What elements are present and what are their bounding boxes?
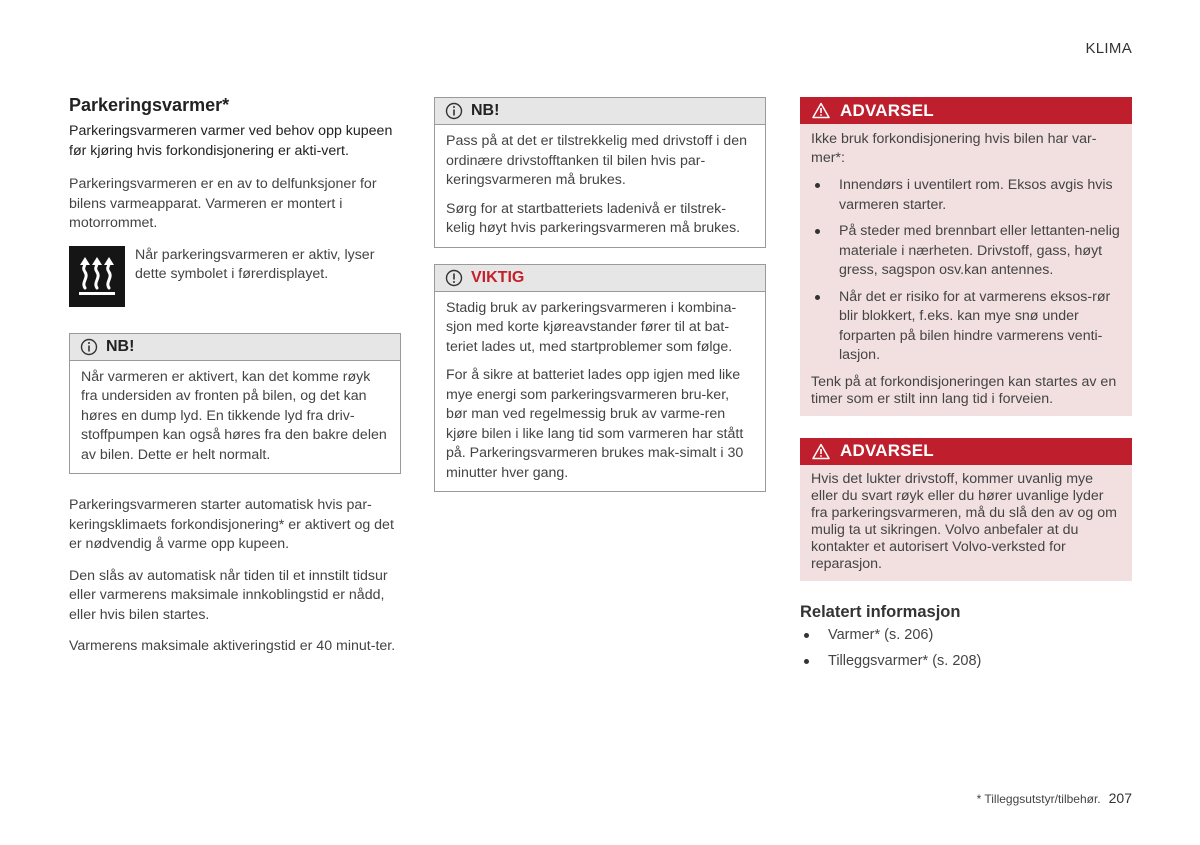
column-left <box>69 95 401 669</box>
nb-note-title-2: NB! <box>471 102 500 119</box>
nb-note-text: Når varmeren er aktivert, kan det komme røyk fra undersiden av fronten på bilen, og det kan høres en dump lyd. En tikkende lyd fra driv-stoffpumpen kan også høres fra den bakre delen av bilen. Dette er helt normalt. <box>81 368 387 463</box>
symbol-row <box>69 246 401 307</box>
warning-header-2 <box>800 438 1132 465</box>
nb-note-header-2 <box>435 98 765 125</box>
related-links <box>800 626 1132 671</box>
viktig-box <box>434 264 766 493</box>
warning-text-2: Hvis det lukter drivstoff, kommer uvanlig mye eller du svart røyk eller du hører uvanlige lyder fra parkeringsvarmeren, må du slå den av og om mulig ta ut sikringen. Volvo anbefaler at du kontakter et autorisert Volvo-verksted for reparasjon. <box>811 470 1117 572</box>
related-link-tilleggsvarmer[interactable]: Tilleggsvarmer* (s. 208) <box>800 652 1132 671</box>
column-middle <box>434 97 766 514</box>
column-right <box>800 97 1132 678</box>
nb-note-box <box>69 333 401 475</box>
related-link-varmer[interactable]: Varmer* (s. 206) <box>800 626 1132 645</box>
exclamation-icon <box>445 269 463 287</box>
nb-note-box-2 <box>434 97 766 248</box>
paragraph-auto-stop: Den slås av automatisk når tiden til et innstilt tidsur eller varmerens maksimale innkoblingstid er nådd, eller hvis bilen startes. <box>69 567 388 623</box>
section-label: KLIMA <box>1085 40 1132 57</box>
intro-paragraph: Parkeringsvarmeren er en av to delfunksjoner for bilens varmeapparat. Varmeren er montert i motorrommet. <box>69 176 377 231</box>
info-icon <box>445 102 463 120</box>
info-icon <box>80 338 98 356</box>
lead-paragraph: Parkeringsvarmeren varmer ved behov opp kupeen før kjøring hvis forkondisjonering er akti-vert. <box>69 123 393 159</box>
page-number: 207 <box>1108 790 1132 806</box>
warning-triangle-icon <box>812 102 830 119</box>
viktig-header <box>435 265 765 292</box>
nb-note-text-fuel: Pass på at det er tilstrekkelig med drivstoff i den ordinære drivstofftanken til bilen hvis par-keringsvarmeren må brukes. <box>446 133 747 188</box>
heater-symbol-icon <box>69 246 125 307</box>
paragraph-auto-start: Parkeringsvarmeren starter automatisk hvis par-keringsklimaets forkondisjonering* er aktivert og det er nødvendig å varme opp kupeen. <box>69 497 394 552</box>
warning-box-2 <box>800 438 1132 581</box>
paragraph-max-time: Varmerens maksimale aktiveringstid er 40 minut-ter. <box>69 638 396 654</box>
symbol-description: Når parkeringsvarmeren er aktiv, lyser dette symbolet i førerdisplayet. <box>135 246 375 282</box>
footer <box>977 790 1132 806</box>
viktig-text-2: For å sikre at batteriet lades opp igjen med like mye energi som parkeringsvarmeren bru-ker, bør man ved regelmessig bruk av varme-ren kjøre bilen i like lang tid som varmeren har stått på. Parkeringsvarmeren brukes mak-simalt i 30 minutter hver gang. <box>446 367 744 481</box>
warning-header-1 <box>800 97 1132 124</box>
nb-note-text-battery: Sørg for at startbatteriets ladenivå er tilstrek-kelig høyt hvis parkeringsvarmeren må brukes. <box>446 200 741 236</box>
warning-title-1: ADVARSEL <box>840 100 934 120</box>
warning-outro: Tenk på at forkondisjoneringen kan startes av en timer som er stilt inn lang tid i forveien. <box>811 373 1117 407</box>
nb-note-title: NB! <box>106 337 135 355</box>
list-item: Innendørs i uventilert rom. Eksos avgis hvis varmeren starter. <box>811 176 1120 215</box>
related-info-title: Relatert informasjon <box>800 602 961 621</box>
warning-intro: Ikke bruk forkondisjonering hvis bilen har var-mer*: <box>811 131 1097 166</box>
list-item: Når det er risiko for at varmerens eksos-rør blir blokkert, f.eks. kan mye snø under forparten på bilen hindre varmerens venti-lasjon. <box>811 288 1120 366</box>
viktig-title: VIKTIG <box>471 268 525 286</box>
nb-note-header <box>70 334 400 361</box>
page-title: Parkeringsvarmer* <box>69 95 230 115</box>
footnote-text: * Tilleggsutstyr/tilbehør. <box>976 792 1101 806</box>
warning-box-1 <box>800 97 1132 416</box>
list-item: På steder med brennbart eller lettanten-nelig materiale i nærheten. Drivstoff, gass, høyt gress, sagspon osv.kan antennes. <box>811 222 1120 281</box>
warning-title-2: ADVARSEL <box>840 441 934 460</box>
warning-list <box>811 176 1120 366</box>
viktig-text-1: Stadig bruk av parkeringsvarmeren i kombina-sjon med korte kjøreavstander fører til at bat-teriet lades ut, med startproblemer som følge. <box>446 299 737 355</box>
warning-triangle-icon <box>812 443 830 460</box>
